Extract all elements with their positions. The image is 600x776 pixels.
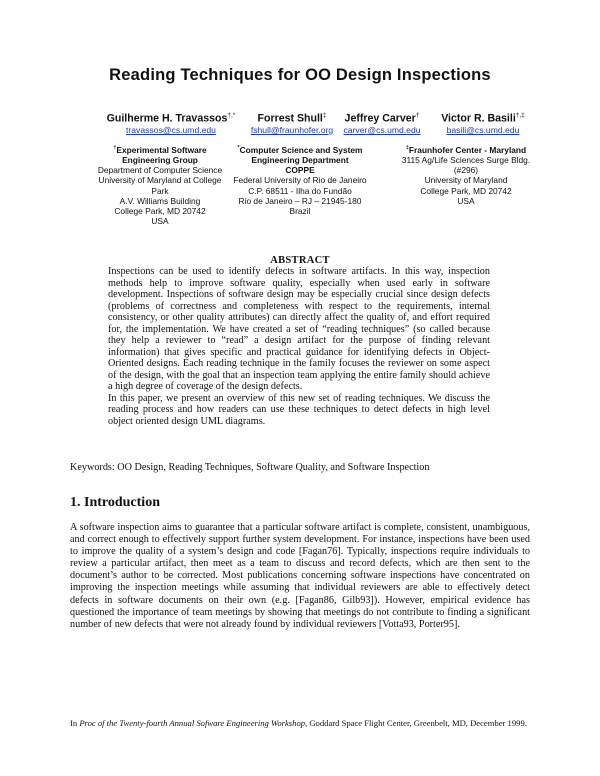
abstract-heading: ABSTRACT <box>270 255 330 266</box>
affiliation-line: (#296) <box>453 165 479 176</box>
affiliation-line: College Park, MD 20742 <box>114 206 206 217</box>
affiliation-line: Park <box>151 185 169 196</box>
affiliation-line: Federal University of Rio de Janeiro <box>233 175 367 186</box>
abstract-body <box>108 266 490 427</box>
affiliation-line: Brazil <box>289 206 311 217</box>
email-basili[interactable]: basili@cs.umd.edu <box>446 125 520 135</box>
affiliation-head: Engineering Group <box>122 155 198 165</box>
author-shull: Forrest Shull‡ <box>257 112 327 125</box>
affiliation-line: University of Maryland at College <box>98 175 222 186</box>
keywords: Keywords: OO Design, Reading Techniques, Software Quality, and Software Inspection <box>70 462 430 473</box>
author-basili: Victor R. Basili†,‡ <box>441 112 525 125</box>
affiliation-line: University of Maryland <box>424 175 508 186</box>
affiliation-head: *Computer Science and System <box>237 144 363 155</box>
footnote: In Proc of the Twenty-fourth Annual Sofware Engineering Workshop, Goddard Space Flight Center, Greenbelt, MD, December 1999. <box>70 718 527 728</box>
abstract-paragraph: In this paper, we present an overview of this new set of reading techniques. We discuss the reading process and how readers can use these techniques to detect defects in high level object oriented design UML diagrams. <box>108 392 490 427</box>
author-carver: Jeffrey Carver† <box>344 112 420 125</box>
section-body: A software inspection aims to guarantee that a particular software artifact is complete, consistent, unambiguous, and correct enough to effectively support further system development. For instance, inspections have been used to improve the quality of a system’s design and code [Fagan76]. Typically, inspections require individuals to review a particular artifact, then meet as a team to discuss and record defects, which are then sent to the document’s author to be corrected. Most publications concerning software inspections have concentrated on improving the inspection meetings while assuming that individual reviewers are able to effectively detect defects in software documents on their own (e.g. [Fagan86, Gilb93]). However, empirical evidence has questioned the importance of team meetings by showing that meetings do not contribute to finding a significant number of new defects that were not already found by individual reviewers [Votta93, Porter95]. <box>70 522 530 630</box>
affiliation-line: A.V. Williams Building <box>119 195 201 206</box>
abstract-paragraph: Inspections can be used to identify defects in software artifacts. In this way, inspection methods help to improve software quality, especially when used early in software development. Inspections of software design may be especially crucial since design defects (problems of correctness and completeness with respect to the requirements, internal consistency, or other quality attributes) can directly affect the quality of, and effort required for, the implementation. We have created a set of “reading techniques” (so called because they help a reviewer to “read” a design artifact for the purpose of finding relevant information) that gives specific and practical guidance for identifying defects in Object-Oriented designs. Each reading technique in the family focuses the reviewer on some aspect of the design, with the goal that an inspection team applying the entire family should achieve a high degree of coverage of the design defects. <box>108 266 490 392</box>
email-shull[interactable]: fshull@fraunhofer.org <box>250 125 334 135</box>
affiliation-line: Rio de Janeiro – RJ – 21945-180 <box>238 195 362 206</box>
affiliation-fraunhofer <box>384 143 548 206</box>
affiliation-head: †Experimental Software <box>113 144 207 155</box>
email-carver[interactable]: carver@cs.umd.edu <box>343 125 421 135</box>
section-heading: 1. Introduction <box>70 495 160 510</box>
affiliation-line: Department of Computer Science <box>97 165 223 176</box>
affiliation-line: 3115 Ag/Life Sciences Surge Bldg. <box>401 155 531 165</box>
email-travassos[interactable]: travassos@cs.umd.edu <box>126 125 216 135</box>
affiliation-line: C.P. 68511 - Ilha do Fundão <box>248 185 352 196</box>
affiliation-coppe <box>212 143 388 216</box>
author-travassos: Guilherme H. Travassos†,* <box>106 112 236 125</box>
affiliation-head: ‡Fraunhofer Center - Maryland <box>405 144 527 155</box>
affiliation-line: USA <box>457 195 475 206</box>
affiliation-head: COPPE <box>285 165 315 176</box>
affiliation-head: Engineering Department <box>251 155 349 165</box>
affiliation-line: USA <box>151 216 169 227</box>
affiliation-line: College Park, MD 20742 <box>420 185 512 196</box>
paper-title: Reading Techniques for OO Design Inspections <box>109 66 491 84</box>
